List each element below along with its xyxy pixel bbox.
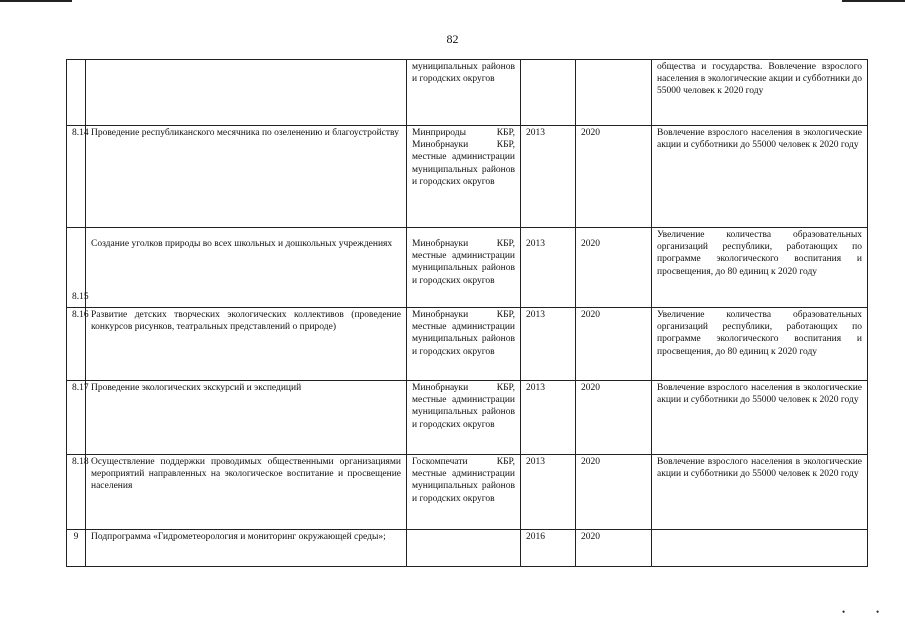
event-cell: Осуществление поддержки проводимых общественными организациями мероприятий направленных на экологическое воспитание и просвещение населения — [86, 455, 407, 530]
page-number: 82 — [446, 32, 459, 46]
executor-cell: Минобрнауки КБР, местные администрации муниципальных районов и городских округов — [407, 381, 521, 455]
end-year-cell: 2020 — [576, 308, 652, 381]
result-cell: Увеличение количества образовательных организаций республики, работающих по программе экологического воспитания и просвещения, до 80 единиц к 2020 году — [652, 228, 868, 308]
result-cell: общества и государства. Вовлечение взрослого населения в экологические акции и субботники до 55000 человек к 2020 году — [652, 60, 868, 126]
table-row — [67, 126, 868, 228]
top-border-left — [0, 0, 72, 2]
end-year-cell — [576, 60, 652, 126]
table-row — [67, 228, 868, 308]
event-cell — [86, 60, 407, 126]
table-row — [67, 308, 868, 381]
row-number-cell: 8.18 — [67, 455, 86, 530]
table-row — [67, 530, 868, 567]
event-cell: Проведение республиканского месячника по озеленению и благоустройству — [86, 126, 407, 228]
result-cell: Вовлечение взрослого населения в экологические акции и субботники до 55000 человек к 2020 году — [652, 126, 868, 228]
row-number-cell: 8.15 — [67, 228, 86, 308]
end-year-cell: 2020 — [576, 381, 652, 455]
executor-cell: Госкомпечати КБР, местные администрации муниципальных районов и городских округов — [407, 455, 521, 530]
start-year-cell: 2013 — [521, 308, 576, 381]
executor-cell: Минобрнауки КБР, местные администрации муниципальных районов и городских округов — [407, 308, 521, 381]
program-events-table — [66, 59, 868, 567]
top-border-right — [842, 0, 905, 2]
row-number-cell: 8.14 — [67, 126, 86, 228]
start-year-cell: 2013 — [521, 126, 576, 228]
result-cell — [652, 530, 868, 567]
start-year-cell: 2016 — [521, 530, 576, 567]
row-number-cell: 8.16 — [67, 308, 86, 381]
result-cell: Вовлечение взрослого населения в экологические акции и субботники до 55000 человек к 2020 году — [652, 455, 868, 530]
table-row — [67, 381, 868, 455]
row-number-cell — [67, 60, 86, 126]
start-year-cell — [521, 60, 576, 126]
end-year-cell: 2020 — [576, 530, 652, 567]
row-number-cell: 9 — [67, 530, 86, 567]
event-cell: Подпрограмма «Гидрометеорология и мониторинг окружающей среды»; — [86, 530, 407, 567]
start-year-cell: 2013 — [521, 228, 576, 308]
scan-speck-mark: • — [842, 607, 846, 617]
scan-speck-mark: • — [876, 607, 880, 617]
start-year-cell: 2013 — [521, 455, 576, 530]
table-row — [67, 455, 868, 530]
end-year-cell: 2020 — [576, 126, 652, 228]
event-cell: Проведение экологических экскурсий и экспедиций — [86, 381, 407, 455]
executor-cell — [407, 530, 521, 567]
event-cell: Развитие детских творческих экологических коллективов (проведение конкурсов рисунков, театральных представлений о природе) — [86, 308, 407, 381]
result-cell: Вовлечение взрослого населения в экологические акции и субботники до 55000 человек к 2020 году — [652, 381, 868, 455]
result-cell: Увеличение количества образовательных организаций республики, работающих по программе экологического воспитания и просвещения, до 80 единиц к 2020 году — [652, 308, 868, 381]
event-cell: Создание уголков природы во всех школьных и дошкольных учреждениях — [86, 228, 407, 308]
end-year-cell: 2020 — [576, 455, 652, 530]
start-year-cell: 2013 — [521, 381, 576, 455]
executor-cell: муниципальных районов и городских округов — [407, 60, 521, 126]
end-year-cell: 2020 — [576, 228, 652, 308]
table-row — [67, 60, 868, 126]
row-number-cell: 8.17 — [67, 381, 86, 455]
executor-cell: Минобрнауки КБР, местные администрации муниципальных районов и городских округов — [407, 228, 521, 308]
executor-cell: Минприроды КБР, Минобрнауки КБР, местные администрации муниципальных районов и городских округов — [407, 126, 521, 228]
